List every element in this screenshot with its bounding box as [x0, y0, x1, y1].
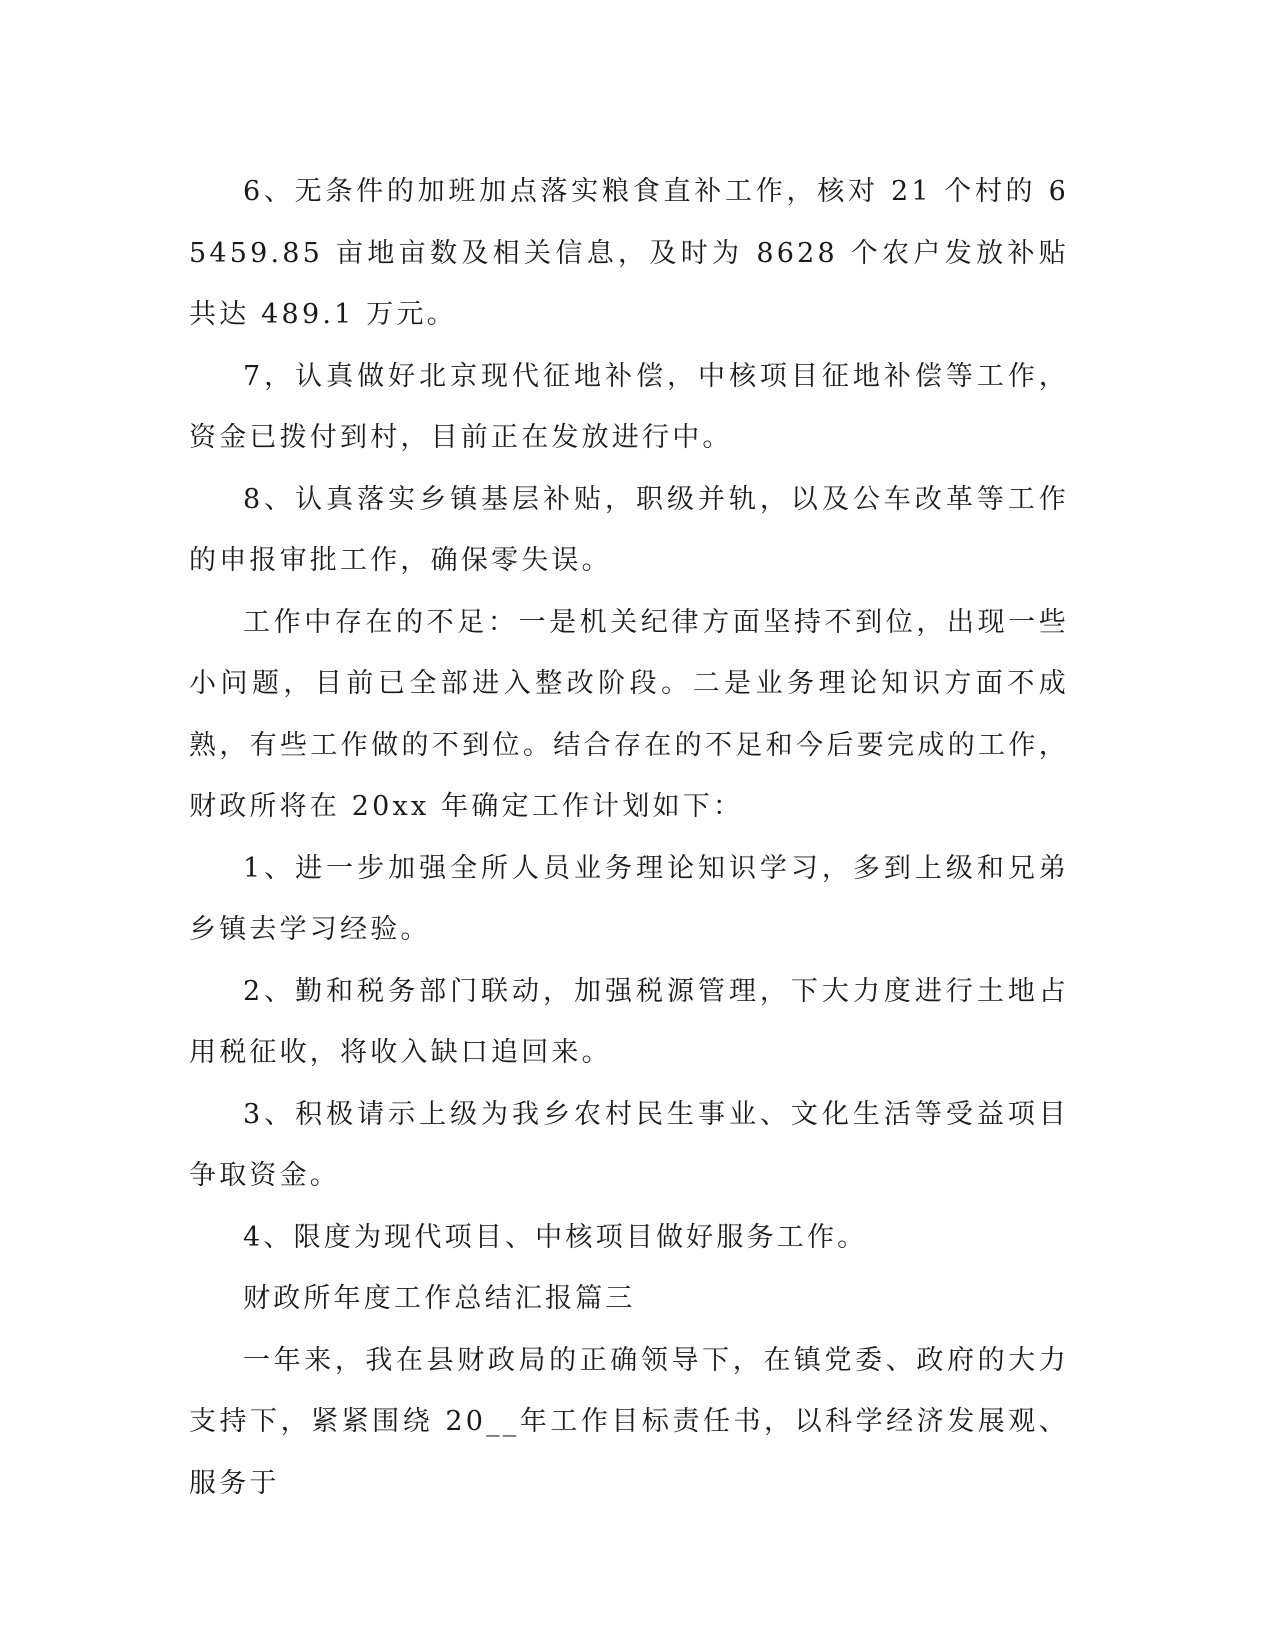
paragraph-plan-4: 4、限度为现代项目、中核项目做好服务工作。: [243, 1221, 868, 1253]
paragraph-item-7: 7，认真做好北京现代征地补偿，中核项目征地补偿等工作，资金已拨付到村，目前正在发放进行中。: [189, 360, 1069, 453]
paragraph-item-8: 8、认真落实乡镇基层补贴，职级并轨，以及公车改革等工作的申报审批工作，确保零失误。: [189, 483, 1069, 576]
paragraph-item-6: 6、无条件的加班加点落实粮食直补工作，核对 21 个村的 65459.85 亩地亩数及相关信息，及时为 8628 个农户发放补贴共达 489.1 万元。: [189, 176, 1069, 330]
paragraph-plan-3: 3、积极请示上级为我乡农村民生事业、文化生活等受益项目争取资金。: [189, 1098, 1069, 1191]
paragraph-plan-2: 2、勤和税务部门联动，加强税源管理，下大力度进行土地占用税征收，将收入缺口追回来。: [189, 975, 1069, 1068]
section-heading: 财政所年度工作总结汇报篇三: [243, 1283, 636, 1314]
paragraph-intro: 一年来，我在县财政局的正确领导下，在镇党委、政府的大力支持下，紧紧围绕 20__年工作目标责任书，以科学经济发展观、服务于: [189, 1344, 1069, 1499]
paragraph-shortcomings: 工作中存在的不足：一是机关纪律方面坚持不到位，出现一些小问题，目前已全部进入整改阶段。二是业务理论知识方面不成熟，有些工作做的不到位。结合存在的不足和今后要完成的工作，财政所将在 20xx 年确定工作计划如下：: [189, 606, 1069, 822]
document-body: [189, 161, 1069, 1514]
paragraph-plan-1: 1、进一步加强全所人员业务理论知识学习，多到上级和兄弟乡镇去学习经验。: [189, 852, 1069, 945]
